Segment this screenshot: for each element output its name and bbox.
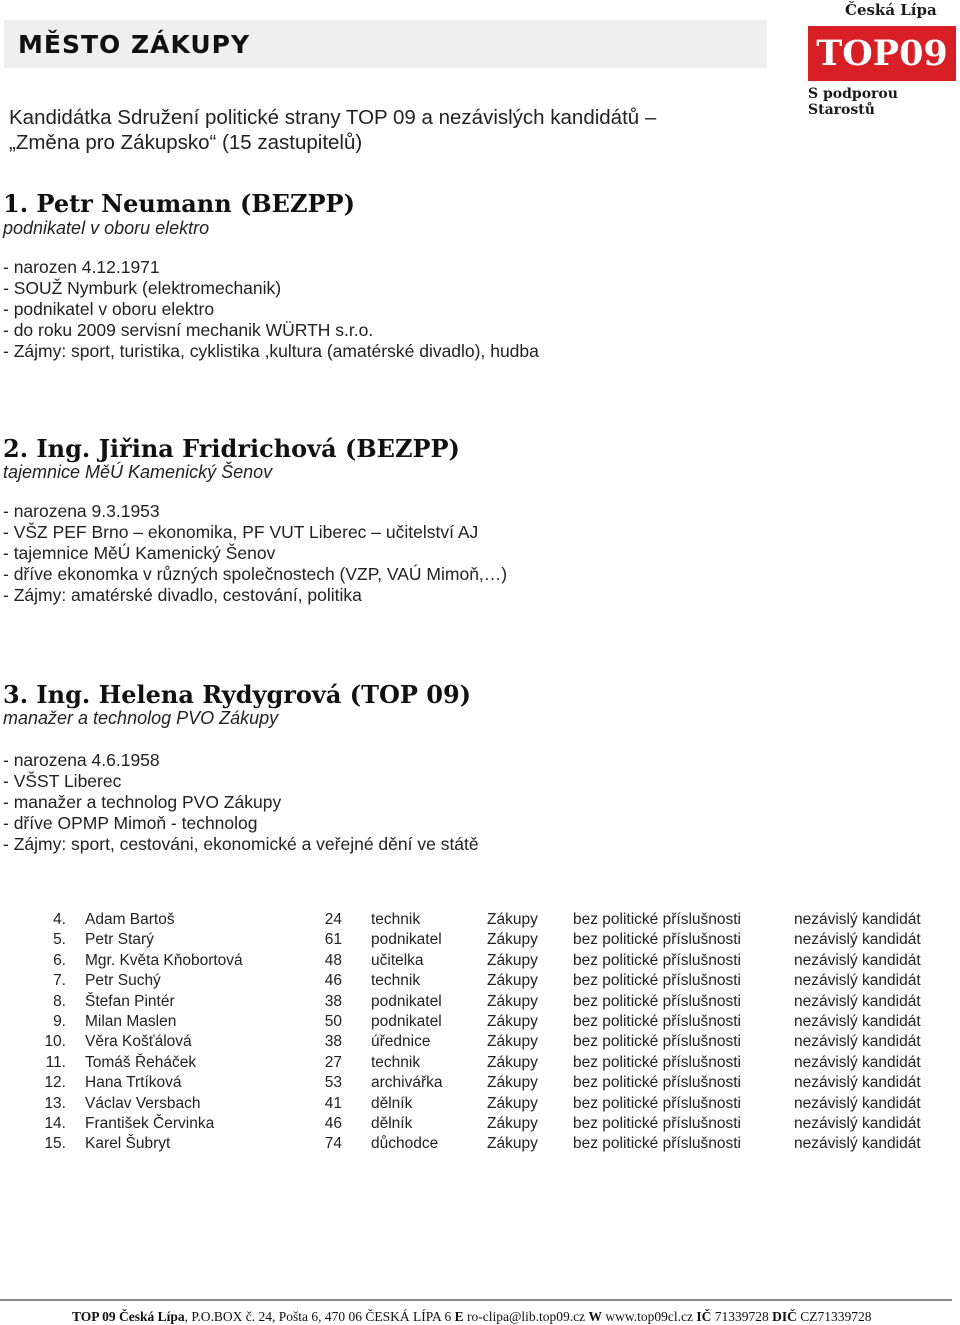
intro-line-1: Kandidátka Sdružení politické strany TOP 09 a nezávislých kandidátů –	[9, 106, 657, 129]
detail-item: - SOUŽ Nymburk (elektromechanik)	[3, 278, 282, 298]
detail-item: - Zájmy: sport, turistika, cyklistika ,kultura (amatérské divadlo), hudba	[3, 341, 539, 361]
row-occupation: podnikatel	[371, 931, 442, 949]
detail-item: - do roku 2009 servisní mechanik WÜRTH s.r.o.	[3, 320, 374, 340]
footer-divider	[0, 1299, 952, 1301]
candidate-3-details	[3, 750, 479, 855]
row-name: Karel Šubryt	[85, 1135, 171, 1153]
row-party: bez politické příslušnosti	[573, 1033, 741, 1051]
row-occupation: důchodce	[371, 1135, 439, 1153]
intro-line-2: „Změna pro Zákupsko“ (15 zastupitelů)	[9, 131, 363, 154]
table-row	[0, 929, 960, 949]
detail-item: - narozen 4.12.1971	[3, 257, 160, 277]
intro-text	[9, 105, 799, 155]
row-town: Zákupy	[487, 911, 538, 928]
detail-item: - VŠZ PEF Brno – ekonomika, PF VUT Liberec – učitelství AJ	[3, 522, 479, 542]
candidate-2-role: tajemnice MěÚ Kamenický Šenov	[3, 462, 273, 482]
row-town: Zákupy	[487, 1135, 538, 1153]
table-row	[0, 1093, 960, 1113]
candidate-1-role: podnikatel v oboru elektro	[3, 218, 210, 238]
table-row	[0, 1011, 960, 1031]
row-number: 8.	[53, 992, 66, 1010]
row-status: nezávislý kandidát	[794, 1033, 921, 1051]
row-status: nezávislý kandidát	[794, 1074, 921, 1092]
row-age: 38	[324, 992, 342, 1010]
detail-item: - podnikatel v oboru elektro	[3, 299, 215, 319]
row-age: 46	[324, 972, 342, 990]
row-name: Věra Košťálová	[85, 1033, 192, 1051]
footer	[72, 1309, 872, 1325]
row-age: 38	[324, 1033, 342, 1051]
table-row	[0, 1072, 960, 1092]
header-bar	[4, 20, 767, 68]
row-town: Zákupy	[487, 992, 538, 1010]
row-occupation: archivářka	[371, 1074, 443, 1092]
row-town: Zákupy	[487, 931, 538, 949]
table-row	[0, 909, 960, 929]
detail-item: - tajemnice MěÚ Kamenický Šenov	[3, 543, 276, 563]
row-name: Adam Bartoš	[85, 911, 175, 928]
row-status: nezávislý kandidát	[794, 1094, 921, 1112]
row-town: Zákupy	[487, 1033, 538, 1051]
candidate-1-name: 1. Petr Neumann (BEZPP)	[3, 189, 355, 218]
detail-item: - narozena 9.3.1953	[3, 501, 160, 521]
row-number: 10.	[44, 1033, 66, 1051]
table-row	[0, 1052, 960, 1072]
row-party: bez politické příslušnosti	[573, 972, 741, 990]
row-party: bez politické příslušnosti	[573, 1012, 741, 1030]
row-town: Zákupy	[487, 1094, 538, 1112]
footer-ic: 71339728	[714, 1309, 769, 1324]
top09-logo: TOP09	[808, 26, 956, 81]
row-party: bez politické příslušnosti	[573, 951, 741, 969]
row-number: 14.	[44, 1114, 66, 1132]
row-status: nezávislý kandidát	[794, 1012, 921, 1030]
detail-item: - dříve OPMP Mimoň - technolog	[3, 813, 258, 833]
row-name: Tomáš Řeháček	[85, 1053, 197, 1071]
row-status: nezávislý kandidát	[794, 992, 921, 1010]
row-occupation: technik	[371, 911, 421, 928]
row-number: 7.	[53, 972, 66, 990]
row-age: 46	[324, 1114, 342, 1132]
table-row	[0, 970, 960, 990]
row-occupation: podnikatel	[371, 1012, 442, 1030]
row-status: nezávislý kandidát	[794, 911, 921, 928]
row-status: nezávislý kandidát	[794, 972, 921, 990]
row-status: nezávislý kandidát	[794, 1114, 921, 1132]
table-row	[0, 991, 960, 1011]
row-age: 24	[324, 911, 342, 928]
row-party: bez politické příslušnosti	[573, 931, 741, 949]
row-name: Petr Suchý	[85, 972, 161, 990]
row-party: bez politické příslušnosti	[573, 992, 741, 1010]
row-age: 50	[324, 1012, 342, 1030]
detail-item: - Zájmy: amatérské divadlo, cestování, politika	[3, 585, 362, 605]
row-town: Zákupy	[487, 1074, 538, 1092]
footer-email[interactable]: ro-clipa@lib.top09.cz	[466, 1309, 586, 1324]
row-name: Hana Trtíková	[85, 1074, 182, 1092]
footer-address: , P.O.BOX č. 24, Pošta 6, 470 06 ČESKÁ LÍPA 6	[184, 1309, 452, 1324]
row-town: Zákupy	[487, 1012, 538, 1030]
footer-org: TOP 09 Česká Lípa	[72, 1309, 185, 1324]
logo-city: Česká Lípa	[845, 1, 937, 19]
candidate-3-name: 3. Ing. Helena Rydygrová (TOP 09)	[3, 680, 472, 709]
row-status: nezávislý kandidát	[794, 951, 921, 969]
table-row	[0, 1133, 960, 1153]
detail-item: - Zájmy: sport, cestováni, ekonomické a veřejné dění ve státě	[3, 834, 479, 854]
row-name: Václav Versbach	[85, 1094, 201, 1112]
candidate-3-role: manažer a technolog PVO Zákupy	[3, 708, 279, 728]
table-row	[0, 1113, 960, 1133]
table-row	[0, 1031, 960, 1051]
row-name: Štefan Pintér	[85, 992, 175, 1010]
row-number: 13.	[44, 1094, 66, 1112]
row-occupation: dělník	[371, 1114, 413, 1132]
candidate-2-details	[3, 501, 507, 606]
row-age: 61	[324, 931, 342, 949]
logo-subtitle: S podporou Starostů	[808, 86, 898, 118]
row-party: bez politické příslušnosti	[573, 1094, 741, 1112]
row-party: bez politické příslušnosti	[573, 1074, 741, 1092]
row-party: bez politické příslušnosti	[573, 1114, 741, 1132]
row-number: 6.	[53, 951, 66, 969]
row-occupation: dělník	[371, 1094, 413, 1112]
row-name: František Červinka	[85, 1114, 215, 1132]
row-status: nezávislý kandidát	[794, 931, 921, 949]
row-age: 53	[324, 1074, 342, 1092]
row-occupation: technik	[371, 1053, 421, 1071]
row-town: Zákupy	[487, 951, 538, 969]
footer-dic: CZ71339728	[800, 1309, 872, 1324]
row-number: 11.	[45, 1053, 66, 1071]
detail-item: - dříve ekonomka v různých společnostech (VZP, VAÚ Mimoň,…)	[3, 564, 508, 584]
footer-dic-label: DIČ	[772, 1309, 797, 1324]
row-town: Zákupy	[487, 1053, 538, 1071]
row-age: 48	[324, 951, 342, 969]
row-status: nezávislý kandidát	[794, 1053, 921, 1071]
footer-web-label: W	[588, 1309, 602, 1324]
row-number: 4.	[53, 911, 66, 928]
row-number: 5.	[53, 931, 66, 949]
row-town: Zákupy	[487, 1114, 538, 1132]
row-age: 74	[324, 1135, 342, 1153]
row-occupation: technik	[371, 972, 421, 990]
page-title: MĚSTO ZÁKUPY	[18, 30, 251, 59]
row-number: 15.	[44, 1135, 66, 1153]
row-occupation: úřednice	[371, 1033, 431, 1051]
candidate-table	[0, 909, 960, 1154]
row-name: Mgr. Květa Kňobortová	[85, 951, 243, 969]
row-town: Zákupy	[487, 972, 538, 990]
footer-email-label: E	[454, 1309, 464, 1324]
row-name: Petr Starý	[85, 931, 154, 949]
row-occupation: učitelka	[371, 951, 424, 969]
detail-item: - VŠST Liberec	[3, 771, 122, 791]
row-age: 27	[324, 1053, 342, 1071]
row-party: bez politické příslušnosti	[573, 1135, 741, 1153]
row-age: 41	[324, 1094, 342, 1112]
row-name: Milan Maslen	[85, 1012, 177, 1030]
detail-item: - manažer a technolog PVO Zákupy	[3, 792, 282, 812]
table-row	[0, 950, 960, 970]
row-party: bez politické příslušnosti	[573, 1053, 741, 1071]
row-party: bez politické příslušnosti	[573, 911, 741, 928]
footer-web[interactable]: www.top09cl.cz	[605, 1309, 693, 1324]
row-occupation: podnikatel	[371, 992, 442, 1010]
footer-ic-label: IČ	[696, 1309, 712, 1324]
row-number: 9.	[53, 1012, 66, 1030]
row-number: 12.	[44, 1074, 66, 1092]
candidate-2-name: 2. Ing. Jiřina Fridrichová (BEZPP)	[3, 434, 460, 463]
candidate-1-details	[3, 257, 539, 362]
row-status: nezávislý kandidát	[794, 1135, 921, 1153]
detail-item: - narozena 4.6.1958	[3, 750, 160, 770]
